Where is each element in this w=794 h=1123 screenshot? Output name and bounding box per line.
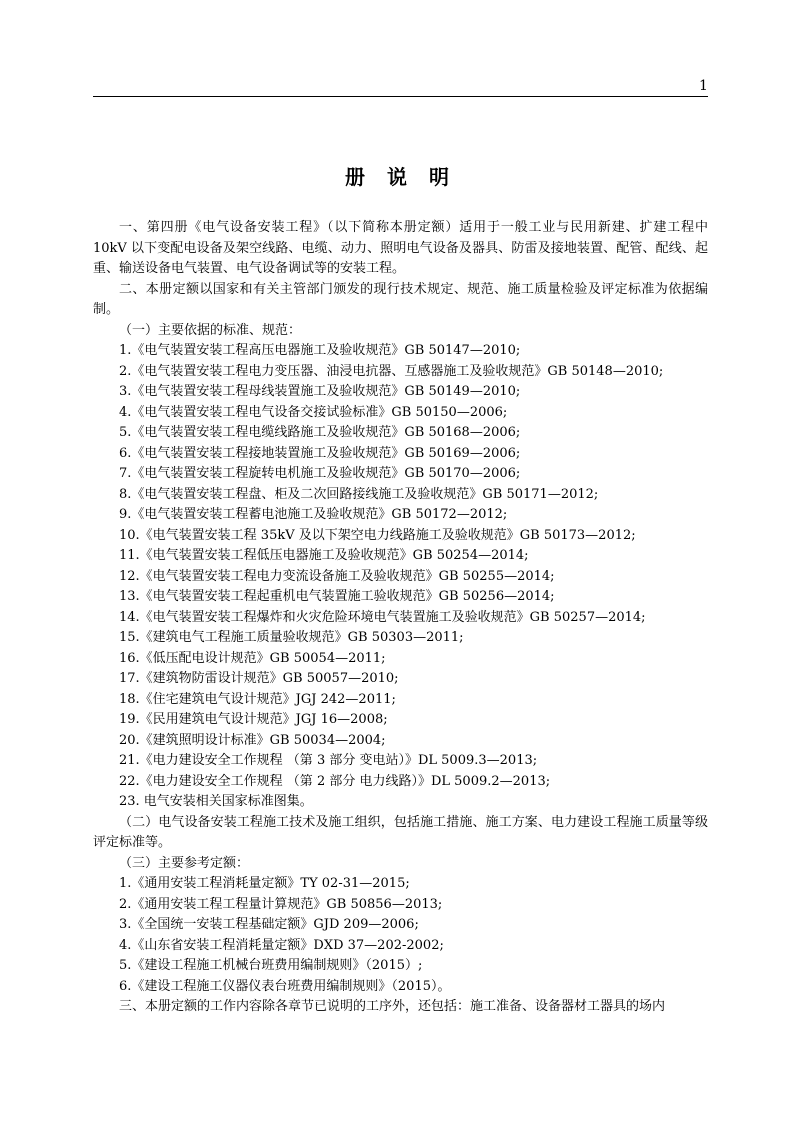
standard-item: 11.《电气装置安装工程低压电器施工及验收规范》GB 50254—2014; <box>119 548 529 563</box>
standard-item: 6.《电气装置安装工程接地装置施工及验收规范》GB 50169—2006; <box>119 445 521 461</box>
document-body <box>93 218 708 1018</box>
standard-item: 20.《建筑照明设计标准》GB 50034—2004; <box>119 732 386 748</box>
references-heading: （三）主要参考定额： <box>119 855 250 871</box>
standard-item: 7.《电气装置安装工程旋转电机施工及验收规范》GB 50170—2006; <box>119 466 521 481</box>
reference-item: 4.《山东省安装工程消耗量定额》DXD 37—202-2002; <box>119 937 444 953</box>
standard-item: 8.《电气装置安装工程盘、柜及二次回路接线施工及验收规范》GB 50171—2012; <box>119 486 599 502</box>
header-rule <box>93 96 708 97</box>
standard-item: 21.《电力建设安全工作规程 （第 3 部分 变电站）》DL 5009.3—2013; <box>119 753 538 768</box>
standard-item: 9.《电气装置安装工程蓄电池施工及验收规范》GB 50172—2012; <box>119 507 508 522</box>
reference-item: 1.《通用安装工程消耗量定额》TY 02-31—2015; <box>119 876 410 891</box>
standard-item: 19.《民用建筑电气设计规范》JGJ 16—2008; <box>119 712 388 727</box>
standard-item: 18.《住宅建筑电气设计规范》JGJ 242—2011; <box>119 691 396 707</box>
standards-heading: （一）主要依据的标准、规范： <box>119 322 302 338</box>
standard-item: 16.《低压配电设计规范》GB 50054—2011; <box>119 650 386 666</box>
reference-item: 5.《建设工程施工机械台班费用编制规则》（2015）; <box>119 958 423 973</box>
standard-item: 12.《电气装置安装工程电力变流设备施工及验收规范》GB 50255—2014; <box>119 568 555 584</box>
standard-item: 17.《建筑物防雷设计规范》GB 50057—2010; <box>119 671 399 686</box>
standard-item: 4.《电气装置安装工程电气设备交接试验标准》GB 50150—2006; <box>119 404 508 420</box>
standard-item: 3.《电气装置安装工程母线装置施工及验收规范》GB 50149—2010; <box>119 384 521 399</box>
basis-paragraph: 二、本册定额以国家和有关主管部门颁发的现行技术规定、规范、施工质量检验及评定标准为依据编制。 <box>93 281 708 317</box>
page-title: 册说明 <box>345 165 471 189</box>
standard-item: 2.《电气装置安装工程电力变压器、油浸电抗器、互感器施工及验收规范》GB 50148—2010; <box>119 363 664 379</box>
page-number: 1 <box>699 78 708 94</box>
work-content-paragraph: 三、本册定额的工作内容除各章节已说明的工序外，还包括：施工准备、设备器材工器具的场内 <box>119 999 666 1014</box>
standard-item: 23. 电气安装相关国家标准图集。 <box>119 794 313 809</box>
reference-item: 6.《建设工程施工仪器仪表台班费用编制规则》（2015）。 <box>119 978 451 994</box>
intro-paragraph: 一、第四册《电气设备安装工程》（以下简称本册定额）适用于一般工业与民用新建、扩建工程中 10kV 以下变配电设备及架空线路、电缆、动力、照明电气设备及器具、防雷及接地装置、配管、配线、起重、输送设备电气装置、电气设备调试等的安装工程。 <box>93 220 708 276</box>
standard-item: 14.《电气装置安装工程爆炸和火灾危险环境电气装置施工及验收规范》GB 50257—2014; <box>119 609 646 625</box>
organization-paragraph: （二）电气设备安装工程施工技术及施工组织，包括施工措施、施工方案、电力建设工程施工质量等级评定标准等。 <box>93 814 708 850</box>
standard-item: 22.《电力建设安全工作规程 （第 2 部分 电力线路）》DL 5009.2—2013; <box>119 773 551 789</box>
standard-item: 1.《电气装置安装工程高压电器施工及验收规范》GB 50147—2010; <box>119 343 521 358</box>
standard-item: 10.《电气装置安装工程 35kV 及以下架空电力线路施工及验收规范》GB 50173—2012; <box>119 527 636 543</box>
reference-item: 3.《全国统一安装工程基础定额》GJD 209—2006; <box>119 917 419 932</box>
standard-item: 13.《电气装置安装工程起重机电气装置施工验收规范》GB 50256—2014; <box>119 589 555 604</box>
reference-item: 2.《通用安装工程工程量计算规范》GB 50856—2013; <box>119 896 443 912</box>
standard-item: 5.《电气装置安装工程电缆线路施工及验收规范》GB 50168—2006; <box>119 425 521 440</box>
standard-item: 15.《建筑电气工程施工质量验收规范》GB 50303—2011; <box>119 630 464 645</box>
